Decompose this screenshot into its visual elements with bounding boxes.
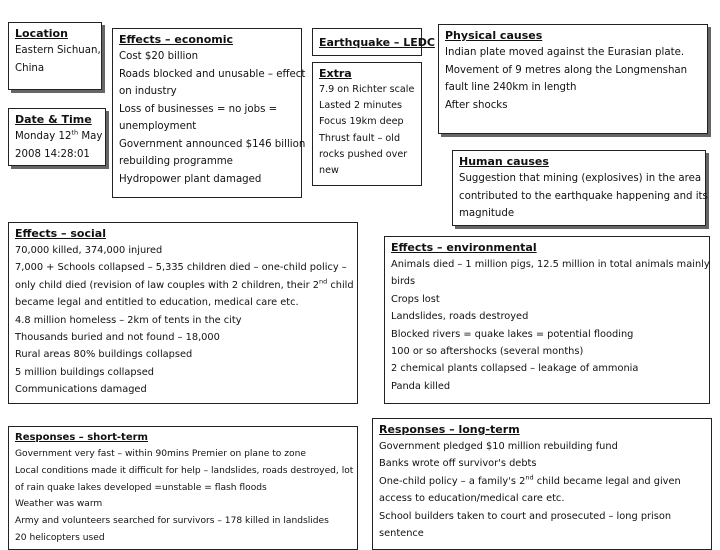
physical-causes-box [438,24,708,134]
human-causes-box [452,150,706,226]
short-term-line: Government very fast – within 90mins Premier on plane to zone [15,449,306,459]
long-term-line: One-child policy – a family's 2nd child became legal and given [379,473,681,487]
economic-line: Hydropower plant damaged [119,173,262,185]
economic-line: Government announced $146 billion [119,138,306,150]
economic-line: Cost $20 billion [119,51,199,62]
short-term-title: Responses – short-term [15,432,148,443]
extra-line: Thrust fault – old [319,132,401,144]
environmental-line: Crops lost [391,293,440,305]
physical-line: Movement of 9 metres along the Longmenshan [445,64,688,76]
human-line: contributed to the earthquake happening and its [459,190,708,202]
long-term-line: School builders taken to court and prosecuted – long prison [379,510,672,522]
long-term-responses-box [372,418,712,550]
human-title: Human causes [459,155,549,168]
datetime-box [8,108,106,166]
extra-box [312,62,422,186]
economic-title: Effects – economic [119,33,234,46]
physical-line: fault line 240km in length [445,82,577,93]
location-line: Eastern Sichuan, [15,45,101,56]
social-line: 70,000 killed, 374,000 injured [15,245,163,256]
environmental-line: birds [391,276,416,288]
short-term-responses-box [8,426,358,550]
datetime-title: Date & Time [15,113,92,126]
economic-line: Loss of businesses = no jobs = [119,103,278,115]
human-line: Suggestion that mining (explosives) in the area [459,173,702,184]
social-effects-box [8,222,358,404]
social-line: 7,000 + Schools collapsed – 5,335 children died – one-child policy – [15,262,347,274]
datetime-line: 2008 14:28:01 [15,148,90,160]
extra-line: Focus 19km deep [319,116,404,128]
short-term-line: Local conditions made it difficult for help – landslides, roads destroyed, lot [15,465,354,476]
economic-line: Roads blocked and unusable – effect [119,68,306,80]
extra-line: Lasted 2 minutes [319,100,403,112]
location-box [8,22,102,90]
social-line: became legal and entitled to education, medical care etc. [15,297,299,309]
economic-line: rebuilding programme [119,156,233,167]
short-term-line: of rain quake lakes developed =unstable = flash floods [15,482,267,493]
environmental-line: Blocked rivers = quake lakes = potential flooding [391,328,634,340]
environmental-line: Panda killed [391,380,451,392]
extra-line: rocks pushed over [319,148,408,160]
earthquake-title-box [312,28,435,56]
environmental-effects-box [384,236,710,404]
human-line: magnitude [459,208,515,219]
physical-line: After shocks [445,99,508,111]
social-line: Thousands buried and not found – 18,000 [15,332,220,344]
location-title: Location [15,27,68,40]
long-term-line: sentence [379,528,424,540]
environmental-line: 100 or so aftershocks (several months) [391,346,584,358]
social-line: Rural areas 80% buildings collapsed [15,349,193,361]
social-line: 4.8 million homeless – 2km of tents in the city [15,314,242,326]
datetime-line: Monday 12th May [15,128,103,142]
extra-title: Extra [319,67,352,80]
short-term-line: Weather was warm [15,499,103,510]
earthquake-title: Earthquake – LEDC [319,36,435,49]
environmental-line: 2 chemical plants collapsed – leakage of ammonia [391,363,639,375]
location-line: China [15,62,45,74]
long-term-title: Responses – long-term [379,423,520,436]
economic-line: unemployment [119,121,197,132]
social-title: Effects – social [15,227,106,240]
short-term-line: 20 helicopters used [15,532,105,543]
social-line: 5 million buildings collapsed [15,366,154,378]
long-term-line: Government pledged $10 million rebuilding fund [379,441,618,452]
social-line: Communications damaged [15,384,147,396]
environmental-title: Effects – environmental [391,241,537,254]
short-term-line: Army and volunteers searched for survivors – 178 killed in landslides [15,516,329,527]
extra-line: 7.9 on Richter scale [319,84,415,95]
economic-line: on industry [119,86,177,97]
social-line: only child died (revision of law couples with 2 children, their 2nd child [15,277,354,291]
physical-title: Physical causes [445,29,543,42]
long-term-line: Banks wrote off survivor's debts [379,458,537,470]
environmental-line: Landslides, roads destroyed [391,311,529,323]
economic-effects-box [112,28,306,198]
long-term-line: access to education/medical care etc. [379,493,565,505]
environmental-line: Animals died – 1 million pigs, 12.5 million in total animals mainly [391,259,710,270]
physical-line: Indian plate moved against the Eurasian plate. [445,47,685,58]
extra-line: new [319,165,339,177]
